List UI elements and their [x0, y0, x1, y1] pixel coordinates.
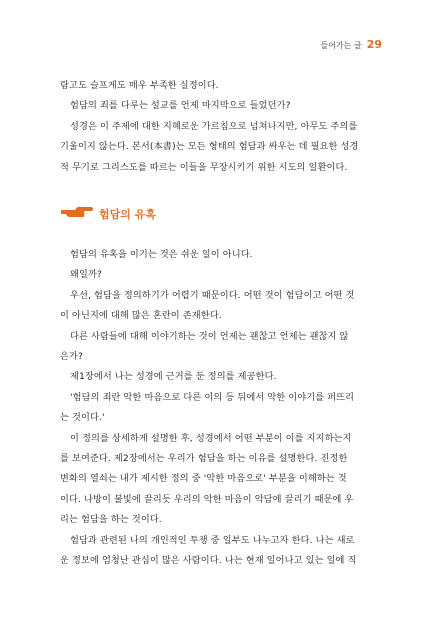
page-header [321, 38, 383, 51]
text-line: 성경은 이 주제에 대한 지혜로운 가르침으로 넘쳐나지만, 아무도 주의를 [70, 120, 358, 132]
text-line: 다른 사람들에 대해 이야기하는 것이 언제는 괜찮고 언제는 괜찮지 않 [70, 330, 349, 342]
text-line: 험담과 관련된 나의 개인적인 투쟁 중 일부도 나누고자 한다. 나는 새로 [70, 534, 355, 546]
text-line: 왜일까? [70, 269, 102, 281]
text-line: 우선, 험담을 정의하기가 어렵기 때문이다. 어떤 것이 험담이고 어떤 것 [70, 289, 355, 301]
section-heading [60, 204, 156, 223]
text-line: '험담의 죄란 악한 마음으로 다른 이의 등 뒤에서 악한 이야기를 퍼뜨리 [70, 391, 355, 403]
text-line: 이다. 나방이 불빛에 끌리듯 우리의 악한 마음이 악담에 끌리기 때문에 우 [60, 493, 354, 505]
section-title: 험담의 유혹 [99, 207, 156, 221]
text-line: 변화의 열쇠는 내가 제시한 정의 중 '악한 마음으로' 부분을 이해하는 것 [60, 473, 347, 485]
text-line: 은가? [60, 351, 83, 363]
paragraph-block-body [60, 245, 382, 572]
text-line: 기울이지 않는다. 본서(本書)는 모든 형태의 험담과 싸우는 데 필요한 성경 [60, 141, 359, 153]
text-line: 적 무기로 그리스도를 따르는 이들을 무장시키기 위한 시도의 일환이다. [60, 161, 348, 173]
text-line: 리는 험담을 하는 것이다. [60, 514, 162, 526]
text-line: 는 것이다.' [60, 412, 105, 424]
text-line: 험담의 유혹을 이기는 것은 쉬운 일이 아니다. [70, 249, 253, 260]
text-line: 운 정보에 엄청난 관심이 많은 사람이다. 나는 현재 일어나고 있는 일에 직 [60, 555, 357, 567]
text-line: 제1장에서 나는 성경에 근거를 둔 정의를 제공한다. [70, 371, 277, 383]
pointing-hand-icon [60, 204, 94, 223]
paragraph-block-intro [60, 76, 382, 178]
running-title: 들어가는 글 [320, 41, 362, 50]
text-line: 험담의 죄를 다루는 설교를 언제 마지막으로 들었던가? [70, 100, 291, 112]
page-number: 29 [366, 38, 382, 51]
text-line: 를 보여준다. 제2장에서는 우리가 험담을 하는 이유를 설명한다. 진정한 [60, 453, 348, 465]
text-line: 람고도 슬프게도 매우 부족한 실정이다. [60, 80, 219, 91]
text-line: 이 정의를 상세하게 설명한 후, 성경에서 어떤 부분이 이를 지지하는지 [70, 432, 352, 444]
text-line: 이 아닌지에 대해 많은 혼란이 존재한다. [60, 310, 222, 322]
